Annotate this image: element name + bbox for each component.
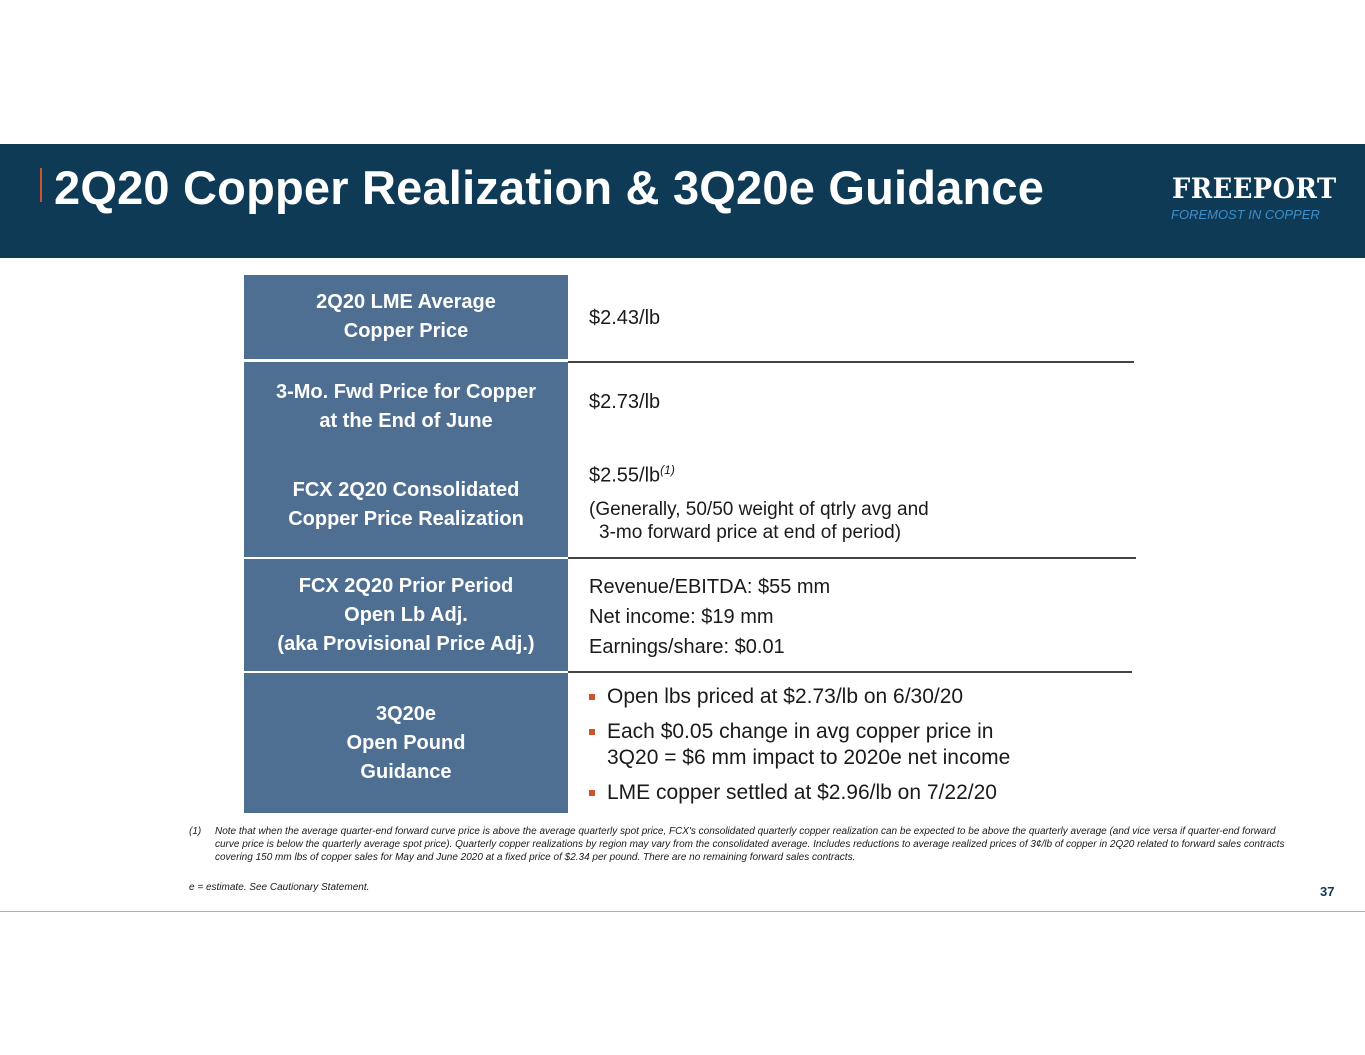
label-lme-average: 2Q20 LME Average Copper Price [244, 275, 568, 359]
label-guidance: 3Q20e Open Pound Guidance [244, 673, 568, 813]
logo-tagline: FOREMOST IN COPPER [1171, 207, 1320, 222]
row-divider [568, 361, 1134, 363]
title-accent-bar [40, 168, 42, 202]
value-eps: Earnings/share: $0.01 [589, 636, 785, 658]
bullet-square-icon [589, 694, 595, 700]
value-fwd-price: $2.73/lb [589, 391, 661, 413]
page-number: 37 [1320, 884, 1335, 899]
value-net-income: Net income: $19 mm [589, 606, 774, 628]
footnote-ref: (1) [660, 463, 675, 477]
row-divider [568, 557, 1136, 559]
footnote-text: Note that when the average quarter-end forward curve price is above the average quarterly spot price, FCX's consolidated quarterly copper realization can be expected to be above the quarterly average (and vice versa if quarter-end forward curve price is below the quarterly average spot price). Quarterly copper realizations by region may vary from the consolidated average. Includes reductions to average realized prices of 3¢/lb of copper in 2Q20 related to forward sales contracts covering 150 mm lbs of copper sales for May and June 2020 at a fixed price of $2.34 per pound. There are no remaining forward sales contracts. [215, 826, 1285, 863]
footnote-number: (1) [189, 826, 202, 837]
value-realization: $\$2.55/lb^{(1)}$ [589, 463, 675, 487]
guidance-bullets [589, 684, 1010, 815]
realization-note-line2: 3-mo forward price at end of period) [599, 522, 902, 543]
label-fwd-price: 3-Mo. Fwd Price for Copper at the End of June [244, 362, 568, 452]
bullet-square-icon [589, 790, 595, 796]
label-realization: FCX 2Q20 Consolidated Copper Price Realization [244, 452, 568, 557]
value-revenue-ebitda: Revenue/EBITDA: $55 mm [589, 576, 831, 598]
estimate-note: e = estimate. See Cautionary Statement. [189, 882, 370, 893]
footnote [189, 825, 1299, 864]
freeport-logo: FREEPORT [1172, 172, 1337, 205]
realization-note-line1: (Generally, 50/50 weight of qtrly avg and [589, 499, 929, 520]
label-prior-period: FCX 2Q20 Prior Period Open Lb Adj. (aka Provisional Price Adj.) [244, 559, 568, 671]
bullet-square-icon [589, 729, 595, 735]
bullet-item: Each $0.05 change in avg copper price in 3Q20 = $6 mm impact to 2020e net income [589, 719, 1010, 771]
row-divider [568, 671, 1132, 673]
bullet-item: LME copper settled at $2.96/lb on 7/22/20 [589, 780, 1010, 806]
bottom-divider [0, 911, 1365, 912]
value-lme-average: $2.43/lb [589, 307, 661, 329]
slide-title: 2Q20 Copper Realization & 3Q20e Guidance [54, 161, 1045, 214]
bullet-item: Open lbs priced at $2.73/lb on 6/30/20 [589, 684, 1010, 710]
